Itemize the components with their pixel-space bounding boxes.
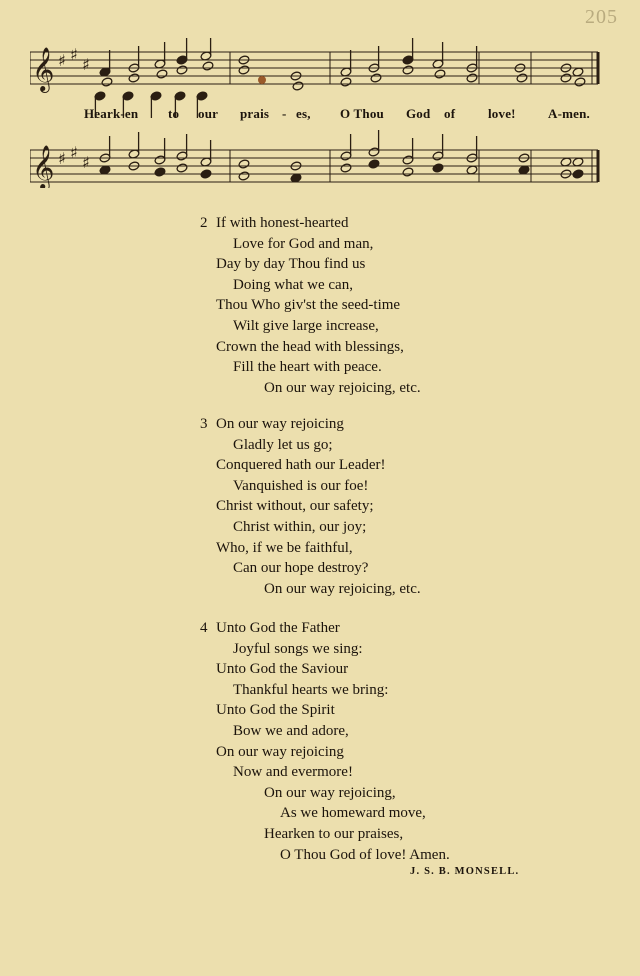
verse-line bbox=[200, 275, 421, 296]
treble-staff bbox=[30, 45, 598, 93]
note-head bbox=[176, 163, 188, 173]
sharp-sign: ♯ bbox=[58, 51, 66, 70]
note-head bbox=[368, 159, 380, 169]
note-head bbox=[101, 77, 113, 87]
lyric-syllable: prais bbox=[240, 106, 270, 121]
verse-text: Wilt give large increase, bbox=[233, 317, 379, 334]
verse-text: Bow we and adore, bbox=[233, 722, 349, 739]
verse-line bbox=[200, 337, 421, 358]
note-head bbox=[560, 73, 572, 83]
verse-line bbox=[200, 435, 421, 456]
note-head bbox=[572, 169, 584, 179]
verse-text: Vanquished is our foe! bbox=[233, 477, 369, 494]
verse-line bbox=[200, 295, 421, 316]
verse-text: Thankful hearts we bring: bbox=[233, 681, 389, 698]
verse-text: Gladly let us go; bbox=[233, 436, 333, 453]
verse-3 bbox=[200, 414, 421, 599]
verse-line bbox=[200, 783, 450, 804]
verse-text: On our way rejoicing, etc. bbox=[264, 580, 421, 597]
note-head bbox=[128, 73, 140, 83]
lyric-syllable: God bbox=[406, 106, 431, 121]
verse-text: Thou Who giv'st the seed-time bbox=[216, 297, 401, 314]
verse-line bbox=[200, 721, 450, 742]
verse-text: Christ without, our safety; bbox=[216, 498, 374, 515]
note-head bbox=[202, 61, 214, 71]
treble-clef: 𝄞 bbox=[32, 145, 55, 188]
verse-text: Doing what we can, bbox=[233, 276, 353, 293]
note-head bbox=[156, 69, 168, 79]
sharp-sign: ♯ bbox=[70, 143, 78, 162]
verse-text: On our way rejoicing bbox=[216, 416, 344, 432]
note-head bbox=[370, 73, 382, 83]
verse-text: Love for God and man, bbox=[233, 235, 374, 252]
lyric-syllable: to bbox=[168, 106, 180, 121]
note-head bbox=[238, 171, 250, 181]
verse-text: Unto God the Spirit bbox=[216, 702, 335, 719]
verse-text: On our way rejoicing bbox=[216, 743, 344, 760]
lyric-syllable: A-men. bbox=[548, 106, 590, 121]
verse-4 bbox=[200, 618, 450, 865]
lyric-syllable: love! bbox=[488, 106, 516, 121]
verse-line bbox=[200, 803, 450, 824]
verse-text: Unto God the Saviour bbox=[216, 661, 349, 678]
verse-number: 2 bbox=[200, 215, 208, 231]
ink-spot bbox=[258, 76, 266, 84]
verse-line bbox=[200, 538, 421, 559]
verse-text: O Thou God of love! Amen. bbox=[280, 846, 450, 863]
verse-text: Can our hope destroy? bbox=[233, 560, 369, 577]
verse-2 bbox=[200, 213, 421, 398]
note-head bbox=[516, 73, 528, 83]
verse-text: Unto God the Father bbox=[216, 620, 340, 636]
verse-line bbox=[200, 558, 421, 579]
note-head bbox=[340, 163, 352, 173]
author-credit: J. S. B. MONSELL. bbox=[410, 866, 520, 877]
verse-text: If with honest-hearted bbox=[216, 215, 349, 231]
verse-line bbox=[200, 357, 421, 378]
verse-line bbox=[200, 254, 421, 275]
verse-text: Day by day Thou find us bbox=[216, 256, 366, 273]
verse-line bbox=[200, 639, 450, 660]
verse-line bbox=[200, 618, 450, 639]
verse-line bbox=[200, 234, 421, 255]
verse-line bbox=[200, 762, 450, 783]
verse-line bbox=[200, 659, 450, 680]
verse-line bbox=[200, 316, 421, 337]
bass-staff bbox=[30, 143, 598, 188]
sharp-sign: ♯ bbox=[70, 45, 78, 64]
verse-text: Crown the head with blessings, bbox=[216, 338, 404, 355]
note-head bbox=[238, 159, 250, 169]
note-head bbox=[200, 169, 212, 179]
verse-text: On our way rejoicing, etc. bbox=[264, 379, 421, 396]
verse-line bbox=[200, 700, 450, 721]
verse-line bbox=[200, 579, 421, 600]
verse-text: Fill the heart with peace. bbox=[233, 359, 382, 376]
note-head bbox=[432, 163, 444, 173]
verse-line bbox=[200, 680, 450, 701]
sharp-sign: ♯ bbox=[82, 55, 90, 74]
lyric-syllable: our bbox=[198, 106, 219, 121]
verse-line bbox=[200, 213, 421, 234]
lyric-syllable: Heark-en bbox=[84, 106, 139, 121]
note-head bbox=[292, 81, 304, 91]
verse-line bbox=[200, 845, 450, 866]
verse-line bbox=[200, 414, 421, 435]
verse-line bbox=[200, 496, 421, 517]
verse-number: 4 bbox=[200, 620, 208, 636]
note-head bbox=[238, 65, 250, 75]
page-number: 205 bbox=[585, 6, 618, 28]
note-head bbox=[154, 167, 166, 177]
verse-text: On our way rejoicing, bbox=[264, 784, 396, 801]
music-lyrics bbox=[84, 106, 604, 126]
note-head bbox=[176, 65, 188, 75]
note-head bbox=[466, 73, 478, 83]
verse-number: 3 bbox=[200, 416, 208, 432]
verse-line bbox=[200, 378, 421, 399]
note-head bbox=[434, 69, 446, 79]
lyric-syllable: es, bbox=[296, 106, 311, 121]
note-head bbox=[402, 167, 414, 177]
verse-line bbox=[200, 517, 421, 538]
sharp-sign: ♯ bbox=[82, 153, 90, 172]
verse-text: Now and evermore! bbox=[233, 764, 353, 781]
verse-line bbox=[200, 455, 421, 476]
lyric-syllable: O Thou bbox=[340, 106, 384, 121]
note-head bbox=[402, 65, 414, 75]
note-head bbox=[574, 77, 586, 87]
verse-text: Who, if we be faithful, bbox=[216, 539, 353, 556]
sharp-sign: ♯ bbox=[58, 149, 66, 168]
verse-text: Hearken to our praises, bbox=[264, 825, 404, 842]
verse-text: Christ within, our joy; bbox=[233, 518, 367, 535]
verse-line bbox=[200, 742, 450, 763]
treble-clef: 𝄞 bbox=[32, 47, 55, 91]
note-head bbox=[340, 77, 352, 87]
verse-text: Joyful songs we sing: bbox=[233, 640, 363, 657]
verse-text: Conquered hath our Leader! bbox=[216, 457, 386, 474]
verse-text: As we homeward move, bbox=[280, 805, 426, 822]
verse-line bbox=[200, 824, 450, 845]
verse-line bbox=[200, 476, 421, 497]
lyric-syllable: of bbox=[444, 106, 456, 121]
lyric-syllable: - bbox=[282, 106, 287, 121]
